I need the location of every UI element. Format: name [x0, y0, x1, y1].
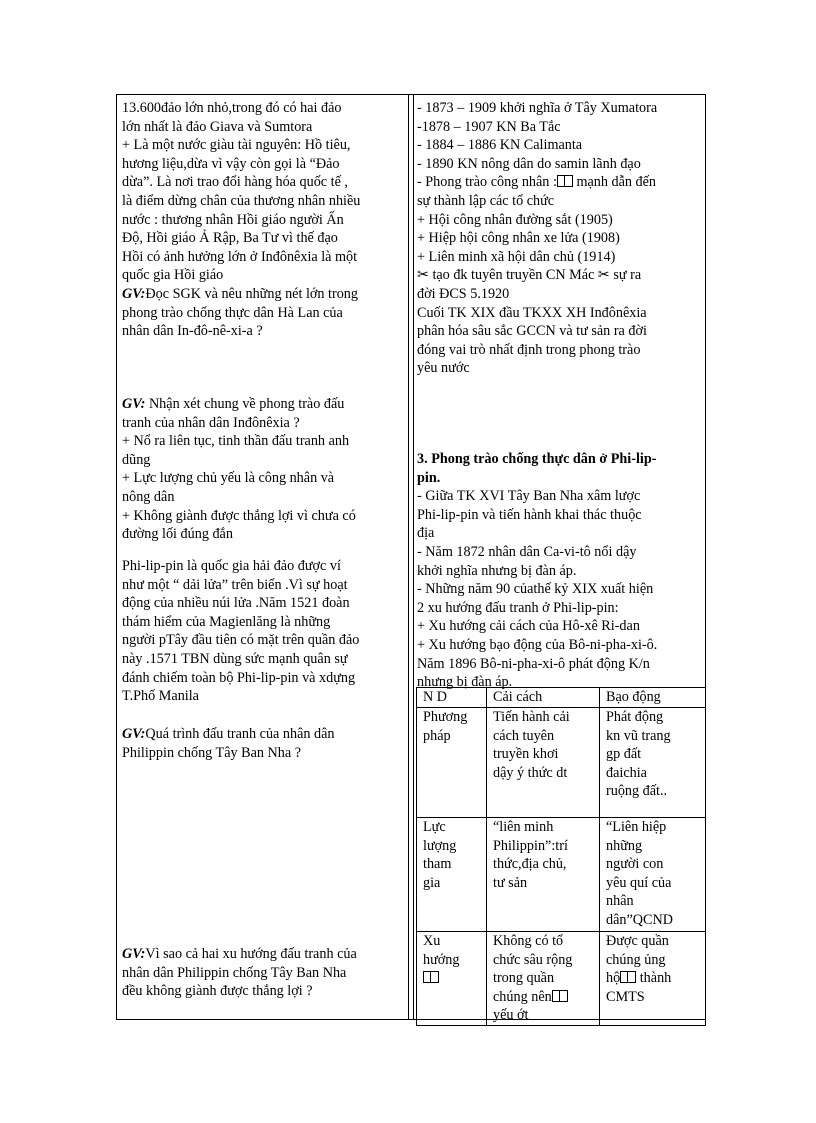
table-cell: Xu hướng — [417, 932, 487, 1026]
text-line: đời ĐCS 5.1920 — [417, 285, 510, 302]
text-line: + Nổ ra liên tục, tinh thần đấu tranh anh — [122, 433, 350, 450]
text-line: nước : thương nhân Hồi giáo người Ấn — [122, 211, 344, 228]
text-line: đều không giành được thắng lợi ? — [122, 983, 313, 1000]
text-line: này .1571 TBN dùng sức mạnh quân sự — [122, 650, 348, 667]
indonesia-intro — [122, 99, 404, 341]
text-line: - Năm 1872 nhân dân Ca-vi-tô nổi dậy — [417, 543, 637, 560]
text-line: - 1873 – 1909 khởi nghĩa ở Tây Xumatora — [417, 100, 658, 116]
text-line: đóng vai trò nhất định trong phong trào — [417, 341, 641, 358]
text-line: - 1884 – 1886 KN Calimanta — [417, 137, 583, 154]
text-line: nhưng bị đàn áp. — [417, 674, 513, 691]
text-line: lớn nhất là đảo Giava và Sumtora — [122, 118, 313, 135]
text-line: tranh của nhân dân Inđônêxia ? — [122, 414, 300, 431]
text-line: T.Phố Manila — [122, 688, 199, 705]
table-cell: “Liên hiệp những người con yêu quí của nhân dân”QCND — [600, 818, 706, 932]
text-line: người pTây đầu tiên có mặt trên quần đảo — [122, 632, 360, 649]
table-row — [417, 818, 706, 932]
teacher-question-3: GV:Quá trình đấu tranh của nhân dân Philippin chống Tây Ban Nha ? — [122, 725, 404, 762]
gv-label: GV: — [122, 396, 146, 412]
party-founding-line: ✂ tạo đk tuyên truyền CN Mác ✂ sự ra — [417, 267, 642, 284]
column-header: N D — [417, 688, 487, 708]
table-row — [417, 932, 706, 1026]
table-header-row — [417, 688, 706, 708]
section-heading: 3. Phong trào chống thực dân ở Phi-lip- — [417, 451, 657, 467]
section-heading: pin. — [417, 469, 441, 486]
text-line: quốc gia Hồi giáo — [122, 267, 224, 284]
text-line: dũng — [122, 451, 151, 468]
column-header: Bạo động — [600, 688, 706, 708]
text-line: + Xu hướng cải cách của Hô-xê Ri-dan — [417, 618, 640, 635]
text-line: yêu nước — [417, 360, 470, 377]
text-line: sự thành lập các tổ chức — [417, 192, 555, 209]
philippines-section — [417, 450, 700, 692]
text-line: -1878 – 1907 KN Ba Tắc — [417, 118, 561, 135]
lesson-table — [116, 94, 706, 1024]
text-line: Phi-lip-pin và tiến hành khai thác thuộc — [417, 506, 642, 523]
text-line: Philippin chống Tây Ban Nha ? — [122, 744, 302, 761]
comparison-table — [416, 687, 706, 1026]
text-line: - Những năm 90 củathế kỷ XIX xuất hiện — [417, 581, 654, 598]
text-line: Năm 1896 Bô-ni-pha-xi-ô phát động K/n — [417, 655, 650, 672]
text-line: Cuối TK XIX đầu TKXX XH Inđônêxia — [417, 304, 647, 321]
teacher-column — [117, 95, 409, 1019]
gv-label: GV: — [122, 285, 146, 302]
table-cell: Phương pháp — [417, 708, 487, 818]
column-header: Cải cách — [487, 688, 600, 708]
text-line: Độ, Hồi giáo Ả Rập, Ba Tư vì thế đạo — [122, 230, 338, 247]
table-cell: Lực lượng tham gia — [417, 818, 487, 932]
text-line: - 1890 KN nông dân do samin lãnh đạo — [417, 155, 641, 172]
text-line: hương liệu,dừa vì vậy còn gọi là “Đảo — [122, 155, 340, 172]
table-cell: Được quần chúng ủng hộ thành CMTS — [600, 932, 706, 1026]
text-line: + Lực lượng chủ yếu là công nhân và — [122, 470, 335, 487]
text-line: + Xu hướng bạo động của Bô-ni-pha-xi-ô. — [417, 636, 658, 653]
book-icon — [557, 175, 573, 187]
table-row — [417, 708, 706, 818]
text-line: + Là một nước giàu tài nguyên: Hồ tiêu, — [122, 137, 351, 154]
philippines-intro — [122, 557, 404, 706]
teacher-question-2: GV: Nhận xét chung về phong trào đấu tranh của nhân dân Inđônêxia ? + Nổ ra liên tục, tinh thần đấu tranh anh dũng + Lực lượng chủ yếu là công nhân và nông dân + Không giành được thắng lợi vì chưa có đường lối đúng đắn — [122, 395, 404, 544]
book-icon — [423, 971, 439, 983]
text-line: nhân dân In-đô-nê-xi-a ? — [122, 323, 263, 340]
text-line: là điểm dừng chân của thương nhân nhiều — [122, 192, 361, 209]
content-column — [413, 95, 705, 1024]
text-line: - Giữa TK XVI Tây Ban Nha xâm lược — [417, 488, 641, 505]
gv-label: GV: — [122, 946, 146, 962]
text-line: địa — [417, 525, 435, 542]
text-line: 2 xu hướng đấu tranh ở Phi-lip-pin: — [417, 599, 619, 616]
scissors-icon: ✂ — [417, 267, 429, 284]
teacher-question-4: GV:Vì sao cả hai xu hướng đấu tranh của nhân dân Philippin chống Tây Ban Nha đều không giành được thắng lợi ? — [122, 945, 404, 1001]
gv-label: GV: — [122, 726, 146, 742]
text-line: khởi nghĩa nhưng bị đàn áp. — [417, 562, 577, 579]
text-line: phong trào chống thực dân Hà Lan của — [122, 304, 343, 321]
text-line: 13.600đảo lớn nhỏ,trong đó có hai đảo — [122, 100, 342, 116]
text-line: + Không giành được thắng lợi vì chưa có — [122, 507, 356, 524]
text-line: đánh chiếm toàn bộ Phi-lip-pin và xdựng — [122, 669, 356, 686]
text-line: phân hóa sâu sắc GCCN và tư sản ra đời — [417, 323, 647, 340]
table-cell: Không có tổ chức sâu rộng trong quần chúng nên yếu ớt — [487, 932, 600, 1026]
worker-movement-line: - Phong trào công nhân : mạnh dẫn đến — [417, 174, 657, 191]
table-cell: “liên minh Philippin”:trí thức,địa chủ, tư sản — [487, 818, 600, 932]
text-line: + Liên minh xã hội dân chủ (1914) — [417, 248, 616, 265]
scissors-icon: ✂ — [597, 267, 610, 284]
text-line: nhân dân Philippin chống Tây Ban Nha — [122, 964, 347, 981]
text-line: thám hiểm của Magienlăng là những — [122, 613, 331, 630]
text-line: như một “ dải lửa” trên biển .Vì sự hoạt — [122, 576, 348, 593]
text-line: Hồi có ảnh hưởng lớn ở Inđônêxia là một — [122, 248, 358, 265]
book-icon — [620, 971, 636, 983]
text-line: + Hiệp hội công nhân xe lửa (1908) — [417, 230, 620, 247]
text-line: dừa”. Là nơi trao đổi hàng hóa quốc tế , — [122, 174, 348, 191]
table-cell: Tiến hành cải cách tuyên truyền khơi dậy ý thức dt — [487, 708, 600, 818]
text-line: Phi-lip-pin là quốc gia hải đảo được ví — [122, 558, 341, 574]
text-line: nông dân — [122, 488, 175, 505]
text-line: động của nhiều núi lửa .Năm 1521 đoàn — [122, 595, 350, 612]
text-line: đường lối đúng đắn — [122, 526, 233, 543]
table-cell: Phát động kn vũ trang gp đất đaichia ruộng đất.. — [600, 708, 706, 818]
indonesia-movements — [417, 99, 700, 378]
teacher-question-1: GV:Đọc SGK và nêu những nét lớn trong — [122, 285, 358, 302]
book-icon — [552, 990, 568, 1002]
text-line: + Hội công nhân đường sắt (1905) — [417, 211, 613, 228]
